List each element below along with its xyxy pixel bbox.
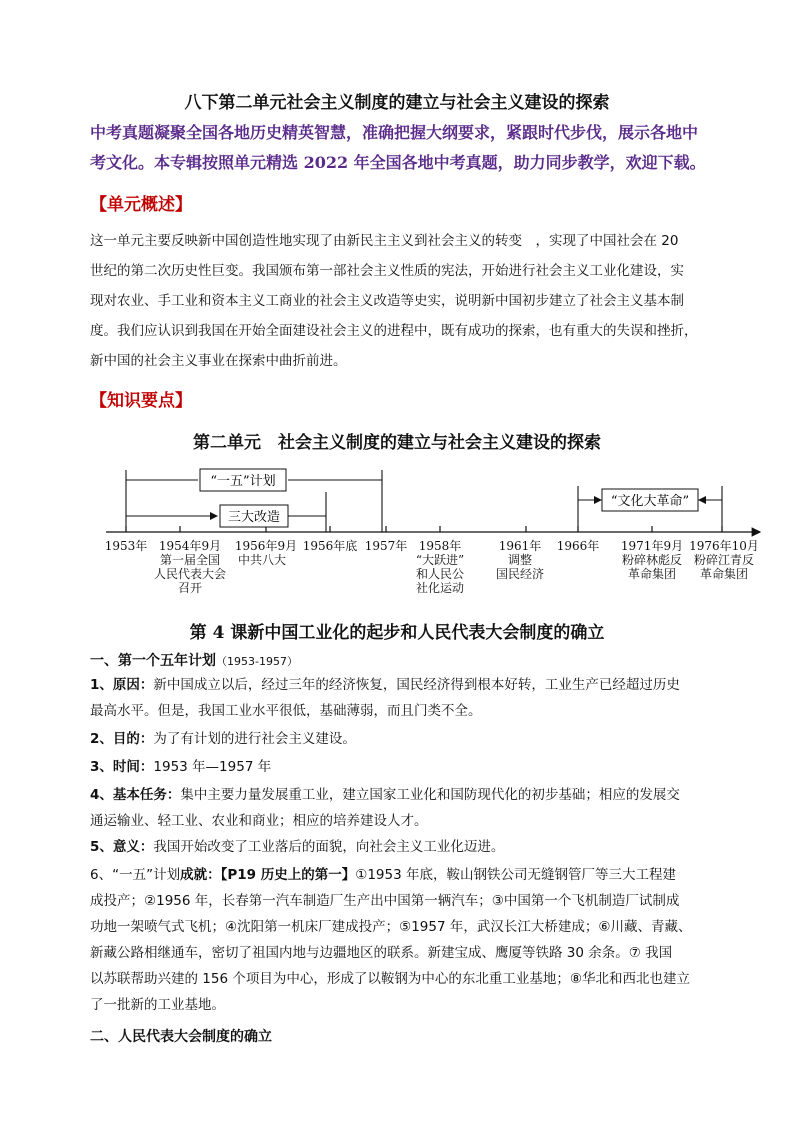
section-2-heading: 二、人民代表大会制度的确立 xyxy=(90,1029,272,1045)
item-line xyxy=(90,782,712,808)
three-transformations-label: 三大改造 xyxy=(227,510,281,525)
tick-desc: 粉碎江青反 xyxy=(693,553,755,567)
item-label: 3、时间： xyxy=(90,759,154,775)
tick-year: 1956年9月 xyxy=(234,539,298,553)
achievement-label: 成就： xyxy=(180,867,221,883)
item-text: 通运输业、轻工业、农业和商业；相应的培养建设人才。 xyxy=(90,813,428,829)
tick-desc: 革命集团 xyxy=(627,567,677,581)
overview-line: 度。我们应认识到我国在开始全面建设社会主义的进程中，既有成功的探索，也有重大的失误和挫折， xyxy=(90,323,698,339)
tick-desc: 国民经济 xyxy=(495,567,545,581)
tick-year: 1971年9月 xyxy=(620,539,684,553)
achievement-line: 以苏联帮助兴建的 156 个项目为中心，形成了以鞍钢为中心的东北重工业基地；⑧华北和西北也建立 xyxy=(90,971,690,987)
section-1-years: （1953-1957） xyxy=(216,655,298,668)
item-line xyxy=(90,754,712,780)
tick-desc: 召开 xyxy=(177,581,203,595)
timeline-diagram xyxy=(104,464,768,600)
section-1-heading xyxy=(90,650,298,670)
unit-title: 第二单元 社会主义制度的建立与社会主义建设的探索 xyxy=(193,433,601,453)
tick-year: 1957年 xyxy=(364,539,408,553)
achievement-line: 了一批新的工业基地。 xyxy=(90,997,225,1013)
tick-year: 1966年 xyxy=(556,539,600,553)
timeline-ticks xyxy=(126,526,722,532)
five-year-plan-label: “一五”计划 xyxy=(210,474,276,489)
overview-line: 这一单元主要反映新中国创造性地实现了由新民主主义到社会主义的转变 ，实现了中国社会在 20 xyxy=(90,233,679,249)
item-line xyxy=(90,698,712,724)
item-label: 4、基本任务： xyxy=(90,787,181,803)
tick-desc: 和人民公 xyxy=(415,567,465,581)
tick-desc: 人民代表大会 xyxy=(153,567,227,581)
item-line xyxy=(90,834,712,860)
item-line xyxy=(90,808,712,834)
achievement-line xyxy=(90,862,712,888)
achievement-line: 功地一架喷气式飞机；④沈阳第一机床厂建成投产；⑤1957 年，武汉长江大桥建成；⑥川藏、青藏、 xyxy=(90,919,692,935)
tick-year: 1958年 xyxy=(418,539,462,553)
overview-heading: 【单元概述】 xyxy=(90,195,192,215)
tick-year: 1953年 xyxy=(104,539,148,553)
overview-line: 新中国的社会主义事业在探索中曲折前进。 xyxy=(90,353,347,369)
achievement-tag: 【P19 历史上的第一】 xyxy=(220,867,356,883)
achievement-line: 新藏公路相继通车，密切了祖国内地与边疆地区的联系。新建宝成、鹰厦等铁路 30 余条。⑦ 我国 xyxy=(90,945,673,961)
item-label: 5、意义： xyxy=(90,839,154,855)
tick-year: 1954年9月 xyxy=(158,539,222,553)
tick-year: 1961年 xyxy=(498,539,542,553)
tick-desc: 粉碎林彪反 xyxy=(621,553,683,567)
cultural-revolution-label: “文化大革命” xyxy=(610,494,690,509)
item-label: 2、目的： xyxy=(90,731,154,747)
lesson-4-title: 第 4 课新中国工业化的起步和人民代表大会制度的确立 xyxy=(189,623,605,643)
achievement-line: 成投产；②1956 年，长春第一汽车制造厂生产出中国第一辆汽车；③中国第一个飞机制造厂试制成 xyxy=(90,893,680,909)
item-text: 1953 年—1957 年 xyxy=(153,759,272,775)
intro-line-2: 考文化。本专辑按照单元精选 2022 年全国各地中考真题，助力同步教学，欢迎下载。 xyxy=(90,153,706,172)
overview-line: 世纪的第二次历史性巨变。我国颁布第一部社会主义性质的宪法，开始进行社会主义工业化建设，实 xyxy=(90,263,684,279)
tick-desc: 社化运动 xyxy=(415,581,465,595)
tick-desc: 革命集团 xyxy=(699,567,749,581)
item-text: 最高水平。但是，我国工业水平很低，基础薄弱，而且门类不全。 xyxy=(90,703,482,719)
tick-desc: 调整 xyxy=(507,553,533,567)
tick-desc: 第一届全国 xyxy=(159,553,221,567)
achievement-text: ①1953 年底，鞍山钢铁公司无缝钢管厂等三大工程建 xyxy=(355,867,676,883)
tick-desc: “大跃进” xyxy=(415,553,465,567)
tick-year: 1976年10月 xyxy=(689,539,759,553)
overview-line: 现对农业、手工业和资本主义工商业的社会主义改造等史实，说明新中国初步建立了社会主义基本制 xyxy=(90,293,684,309)
document-title: 八下第二单元社会主义制度的建立与社会主义建设的探索 xyxy=(184,93,610,113)
section-1-title: 一、第一个五年计划 xyxy=(90,653,216,669)
item-line xyxy=(90,672,712,698)
item-text: 新中国成立以后，经过三年的经济恢复，国民经济得到根本好转，工业生产已经超过历史 xyxy=(153,677,680,693)
knowledge-heading: 【知识要点】 xyxy=(90,391,192,411)
tick-year: 1956年底 xyxy=(302,539,358,553)
item-line xyxy=(90,726,712,752)
achievement-prefix: 6、“一五”计划 xyxy=(90,867,181,883)
item-text: 我国开始改变了工业落后的面貌，向社会主义工业化迈进。 xyxy=(153,839,505,855)
item-text: 集中主要力量发展重工业，建立国家工业化和国防现代化的初步基础；相应的发展交 xyxy=(180,787,680,803)
intro-line-1: 中考真题凝聚全国各地历史精英智慧，准确把握大纲要求，紧跟时代步伐，展示各地中 xyxy=(90,123,699,142)
tick-desc: 中共八大 xyxy=(237,553,287,567)
item-text: 为了有计划的进行社会主义建设。 xyxy=(153,731,356,747)
item-label: 1、原因： xyxy=(90,677,154,693)
